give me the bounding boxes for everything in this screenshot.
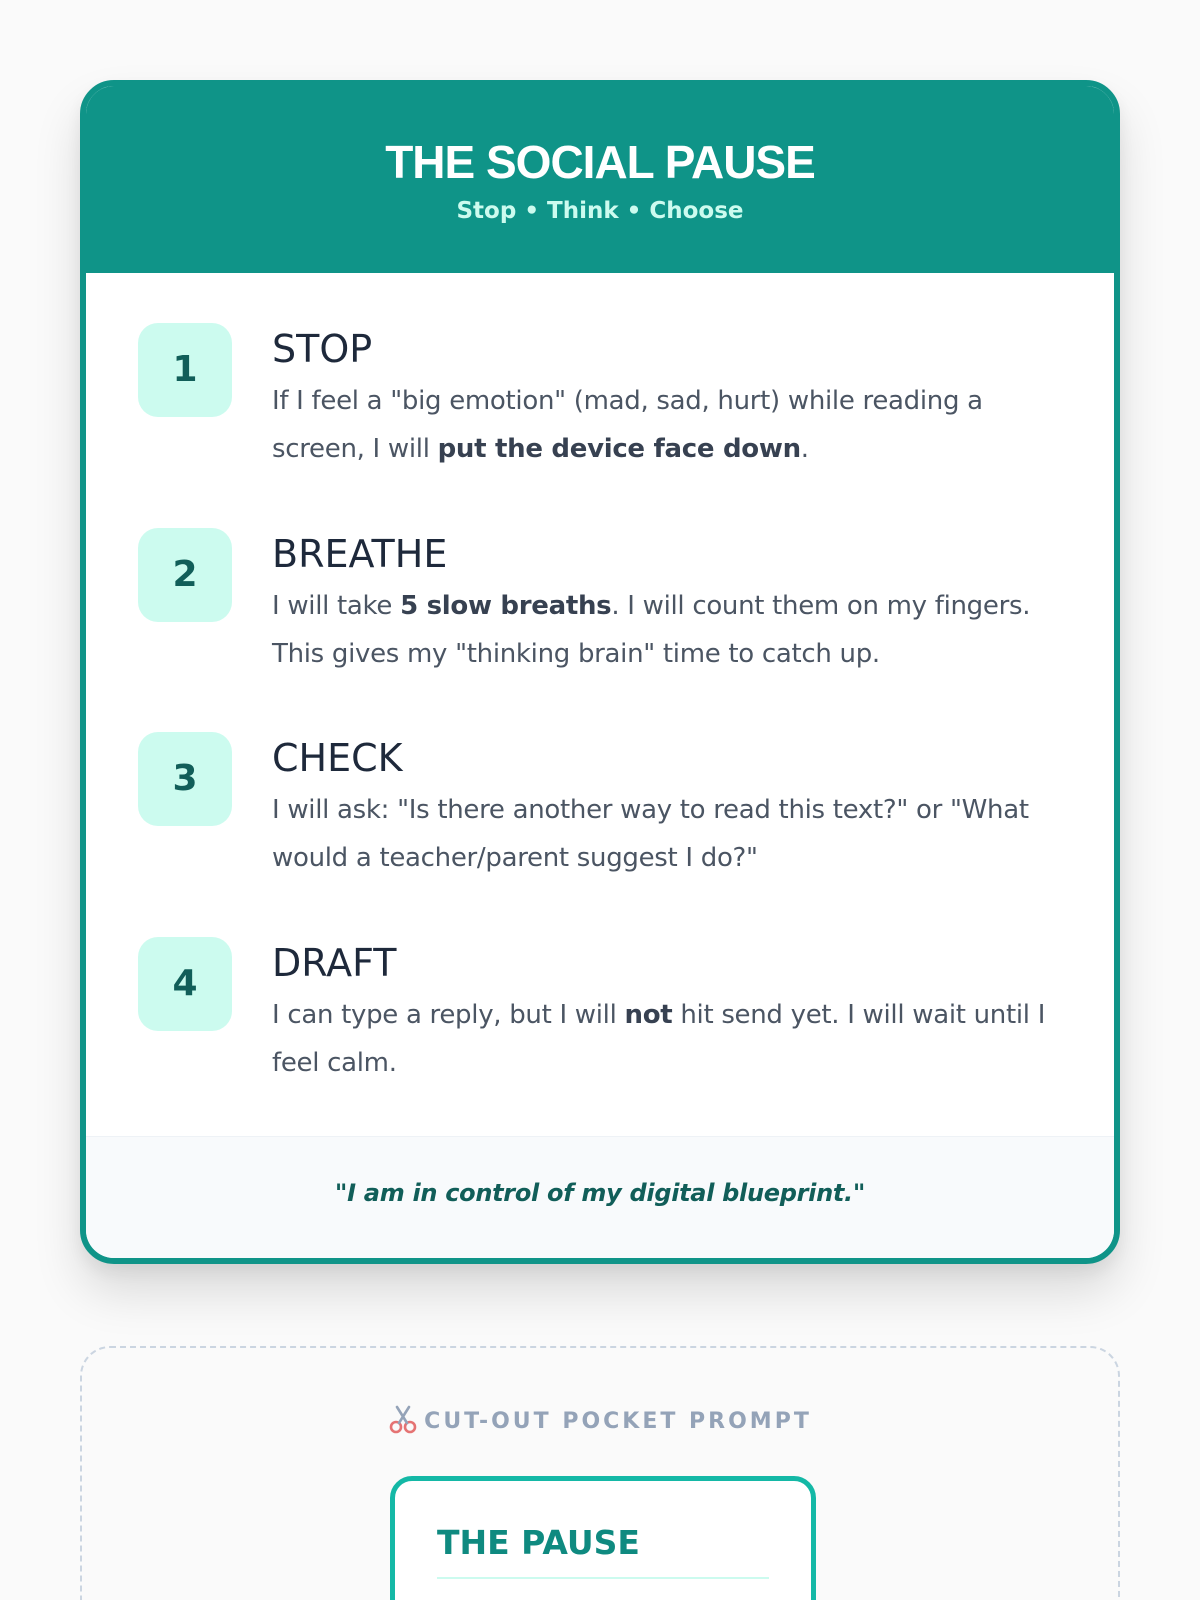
card-header	[86, 86, 1114, 273]
step-description	[272, 582, 1072, 678]
step-text-part: hit send yet. I will wait until I feel calm.	[272, 1000, 1046, 1078]
step-number-badge: 1	[138, 323, 232, 417]
step-text-part: I can type a reply, but I will	[272, 1000, 625, 1030]
cutout-section	[80, 1346, 1120, 1600]
step-text-part: . I will count them on my fingers. This gives my "thinking brain" time to catch up.	[272, 591, 1031, 669]
step-stop	[138, 323, 1078, 493]
step-number-badge: 2	[138, 528, 232, 622]
step-text-emphasis: not	[624, 1000, 673, 1030]
card-subtitle: Stop • Think • Choose	[456, 198, 744, 224]
pocket-prompt-card	[390, 1476, 816, 1600]
social-pause-card	[80, 80, 1120, 1264]
step-description	[272, 377, 1072, 473]
pocket-title: THE PAUSE	[437, 1523, 769, 1579]
step-breathe	[138, 528, 1078, 698]
step-number-badge: 4	[138, 937, 232, 1031]
steps-list	[86, 273, 1114, 1149]
step-title: CHECK	[272, 736, 403, 780]
step-description	[272, 991, 1072, 1087]
step-draft	[138, 937, 1078, 1107]
card-title: THE SOCIAL PAUSE	[385, 136, 815, 188]
scissors-icon	[388, 1404, 418, 1434]
cutout-label	[82, 1404, 1118, 1437]
step-text-emphasis: 5 slow breaths	[400, 591, 612, 621]
step-text-part: I will take	[272, 591, 401, 621]
affirmation-quote: "I am in control of my digital blueprint."	[334, 1179, 866, 1207]
step-title: DRAFT	[272, 941, 397, 985]
step-title: STOP	[272, 327, 373, 371]
step-text-emphasis: put the device face down	[437, 434, 801, 464]
step-number-badge: 3	[138, 732, 232, 826]
step-description	[272, 786, 1072, 882]
step-text-part: If I feel a "big emotion" (mad, sad, hurt) while reading a screen, I will	[272, 386, 983, 464]
cutout-label-text: CUT-OUT POCKET PROMPT	[424, 1409, 812, 1434]
step-text-part: .	[800, 434, 809, 464]
step-title: BREATHE	[272, 532, 448, 576]
step-check	[138, 732, 1078, 902]
step-text-part: I will ask: "Is there another way to read this text?" or "What would a teacher/parent suggest I do?"	[272, 795, 1029, 873]
card-footer	[86, 1136, 1114, 1258]
